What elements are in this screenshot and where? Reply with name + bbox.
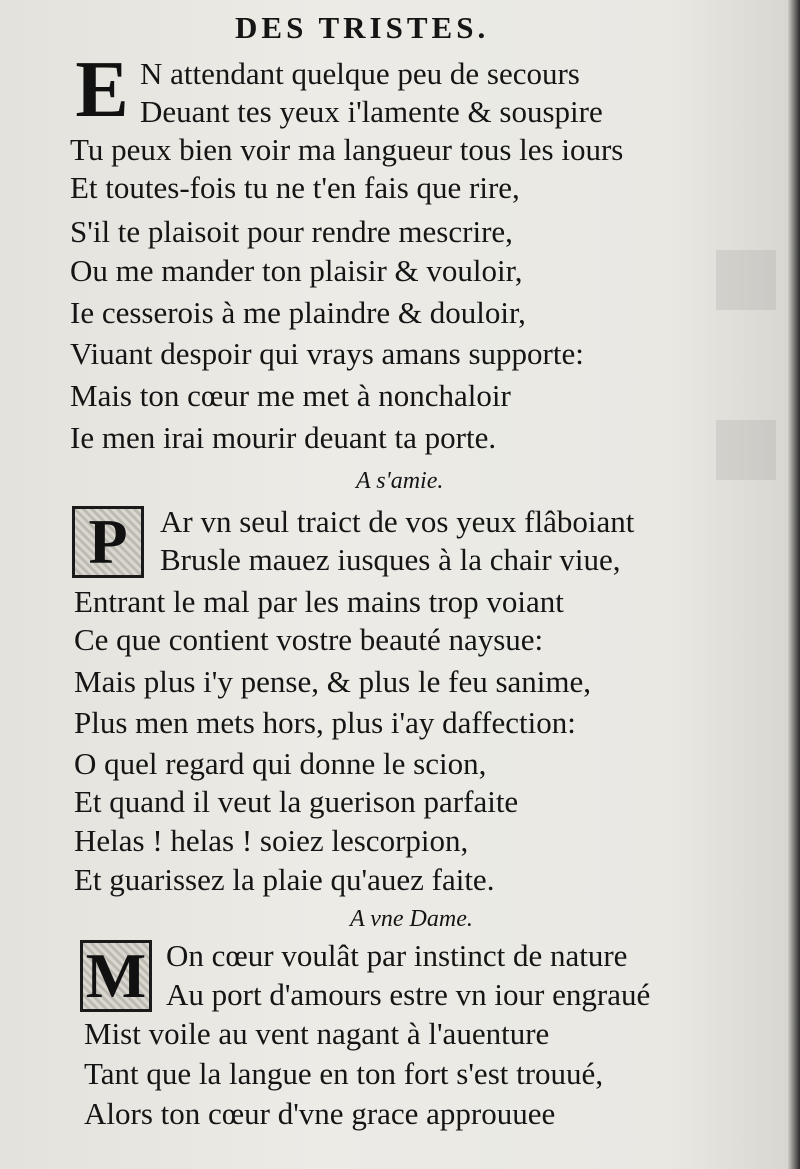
verse-line: Tu peux bien voir ma langueur tous les iours [70,132,624,167]
verse-line: Deuant tes yeux i'lamente & souspire [140,94,603,129]
verse-line: Brusle mauez iusques à la chair viue, [160,542,621,577]
verse-line: Ar vn seul traict de vos yeux flâboiant [160,504,635,539]
drop-cap-e: E [75,45,129,134]
verse-line: Plus men mets hors, plus i'ay daffection: [74,705,576,740]
verse-line: Ie men irai mourir deuant ta porte. [70,420,497,455]
verse-line: Entrant le mal par les mains trop voiant [74,584,564,619]
verse-line: Ou me mander ton plaisir & vouloir, [70,253,523,288]
verse-line: Alors ton cœur d'vne grace approuuee [84,1096,556,1131]
drop-cap-m: M [80,940,152,1012]
verse-line: Mist voile au vent nagant à l'auenture [84,1016,550,1051]
verse-line: Mais ton cœur me met à nonchaloir [70,378,511,413]
book-spine-shadow [788,0,800,1169]
verse-line: Et toutes-fois tu ne t'en fais que rire, [70,170,520,205]
verse-line: N attendant quelque peu de secours [140,56,580,91]
drop-cap-p: P [72,506,144,578]
poem-heading: A vne Dame. [350,906,473,932]
poem-heading: A s'amie. [356,468,444,494]
verse-line: Ie cesserois à me plaindre & douloir, [70,295,526,330]
verse-line: Ce que contient vostre beauté naysue: [74,622,544,657]
running-head: DES TRISTES. [235,10,490,45]
verse-line: Tant que la langue en ton fort s'est trouué, [84,1056,604,1091]
verse-line: Au port d'amours estre vn iour engraué [166,977,651,1012]
verse-line: Mais plus i'y pense, & plus le feu sanime, [74,664,592,699]
verse-line: Viuant despoir qui vrays amans supporte: [70,336,584,371]
verse-line: Helas ! helas ! soiez lescorpion, [74,823,469,858]
verse-line: S'il te plaisoit pour rendre mescrire, [70,214,513,249]
verse-line: On cœur voulât par instinct de nature [166,938,628,973]
verse-line: Et quand il veut la guerison parfaite [74,784,519,819]
verse-line: O quel regard qui donne le scion, [74,746,487,781]
verse-line: Et guarissez la plaie qu'auez faite. [74,862,495,897]
